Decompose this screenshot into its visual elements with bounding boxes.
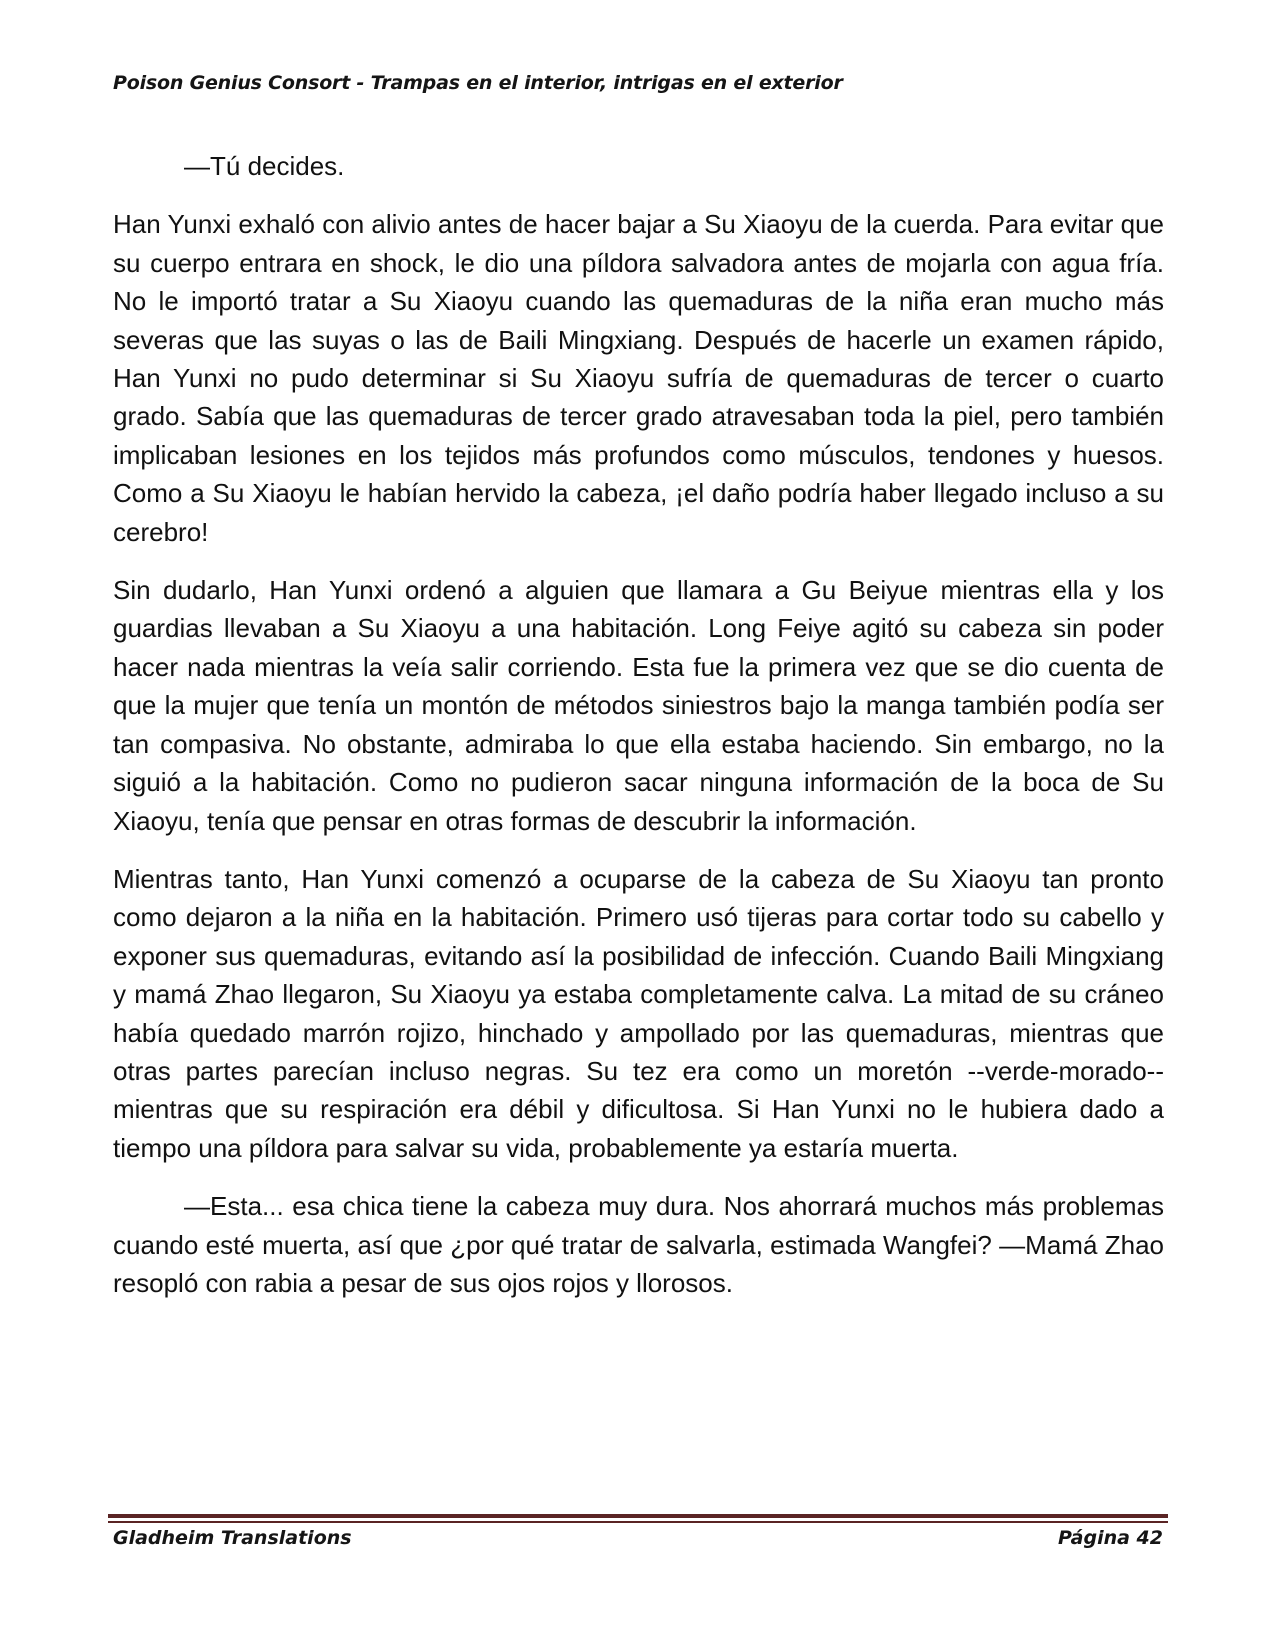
dialogue-paragraph: —Esta... esa chica tiene la cabeza muy dura. Nos ahorrará muchos más problemas cuando esté muerta, así que ¿por qué tratar de salvarla, estimada Wangfei? —Mamá Zhao resopló con rabia a pesar de sus ojos rojos y llorosos. <box>113 1191 1164 1298</box>
footer-rule-thin <box>108 1521 1168 1523</box>
footer-publisher: Gladheim Translations <box>113 1527 352 1549</box>
body-paragraph: Mientras tanto, Han Yunxi comenzó a ocuparse de la cabeza de Su Xiaoyu tan pronto como dejaron a la niña en la habitación. Primero usó tijeras para cortar todo su cabello y exponer sus quemaduras, evitando así la posibilidad de infección. Cuando Baili Mingxiang y mamá Zhao llegaron, Su Xiaoyu ya estaba completamente calva. La mitad de su cráneo había quedado marrón rojizo, hinchado y ampollado por las quemaduras, mientras que otras partes parecían incluso negras. Su tez era como un moretón --verde-morado-- mientras que su respiración era débil y dificultosa. Si Han Yunxi no le hubiera dado a tiempo una píldora para salvar su vida, probablemente ya estaría muerta. <box>113 863 1164 1163</box>
body-paragraph: Sin dudarlo, Han Yunxi ordenó a alguien que llamara a Gu Beiyue mientras ella y los guardias llevaban a Su Xiaoyu a una habitación. Long Feiye agitó su cabeza sin poder hacer nada mientras la veía salir corriendo. Esta fue la primera vez que se dio cuenta de que la mujer que tenía un montón de métodos siniestros bajo la manga también podía ser tan compasiva. No obstante, admiraba lo que ella estaba haciendo. Sin embargo, no la siguió a la habitación. Como no pudieron sacar ninguna información de la boca de Su Xiaoyu, tenía que pensar en otras formas de descubrir la información. <box>113 575 1164 836</box>
running-header: Poison Genius Consort - Trampas en el interior, intrigas en el exterior <box>113 72 843 94</box>
body-paragraph: Han Yunxi exhaló con alivio antes de hacer bajar a Su Xiaoyu de la cuerda. Para evitar que su cuerpo entrara en shock, le dio una píldora salvadora antes de mojarla con agua fría. No le importó tratar a Su Xiaoyu cuando las quemaduras de la niña eran mucho más severas que las suyas o las de Baili Mingxiang. Después de hacerle un examen rápido, Han Yunxi no pudo determinar si Su Xiaoyu sufría de quemaduras de tercer o cuarto grado. Sabía que las quemaduras de tercer grado atravesaban toda la piel, pero también implicaban lesiones en los tejidos más profundos como músculos, tendones y huesos. Como a Su Xiaoyu le habían hervido la cabeza, ¡el daño podría haber llegado incluso a su cerebro! <box>113 209 1164 547</box>
dialogue-paragraph: —Tú decides. <box>184 151 345 181</box>
document-body <box>113 147 1164 1322</box>
footer-page-number: Página 42 <box>1057 1527 1163 1549</box>
footer-rule-thick <box>108 1514 1168 1518</box>
